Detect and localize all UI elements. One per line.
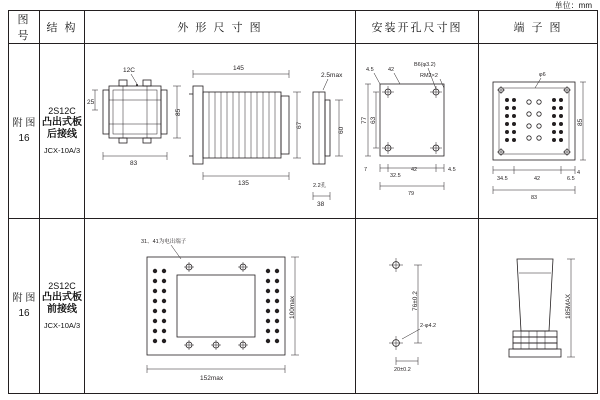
svg-text:2.2孔: 2.2孔 [313,183,327,189]
svg-text:152max: 152max [200,375,224,382]
table-row [9,219,598,394]
row2-code: JCX-10A/3 [43,321,81,330]
svg-text:60: 60 [338,126,345,134]
row1-outline-figure [85,44,356,219]
row2-name: 凸出式板前接线 [42,292,82,315]
svg-text:4: 4 [577,170,581,176]
row1-model: 2S12C [48,106,76,116]
svg-text:20±0.2: 20±0.2 [394,367,411,373]
row1-terminal-svg [479,44,597,216]
svg-text:32.5: 32.5 [390,173,401,179]
row1-terminal-figure [479,44,598,219]
row1-name: 凸出式板后接线 [42,117,82,140]
row1-fig-no: 附 图 16 [9,44,40,219]
row2-outline-svg [85,219,355,391]
svg-text:φ6: φ6 [539,72,546,78]
svg-text:77: 77 [361,116,368,124]
row2-terminal-svg [479,219,597,391]
svg-text:135: 135 [238,180,249,187]
svg-text:185MAX: 185MAX [565,294,572,319]
svg-text:79: 79 [408,191,415,197]
row1-code: JCX-10A/3 [43,146,81,155]
svg-text:7: 7 [364,167,368,173]
svg-text:42: 42 [411,167,418,173]
svg-text:2.5max: 2.5max [321,72,343,79]
row2-terminal-figure [479,219,598,394]
svg-text:42: 42 [388,67,395,73]
row2-note: 31、41为电出端子 [141,239,187,245]
svg-text:76±0.2: 76±0.2 [412,291,419,311]
svg-text:100max: 100max [289,295,296,319]
svg-text:4.5: 4.5 [448,167,456,173]
header-mounting: 安装开孔尺寸图 [356,11,479,44]
svg-text:42: 42 [534,176,541,182]
header-outline: 外 形 尺 寸 图 [85,11,356,44]
svg-text:83: 83 [130,160,138,167]
svg-text:85: 85 [577,118,584,126]
row2-structure [40,219,85,394]
svg-text:2-φ4.2: 2-φ4.2 [420,323,437,329]
svg-text:85: 85 [175,108,182,116]
header-terminal: 端 子 图 [479,11,598,44]
row2-fig-no: 附 图 16 [9,219,40,394]
svg-text:38: 38 [317,201,325,208]
row2-outline-figure [85,219,356,394]
svg-text:83: 83 [531,195,538,201]
unit-label: 单位：mm [554,1,592,10]
row2-mounting-svg [356,219,478,391]
svg-text:RM2×2: RM2×2 [420,73,438,79]
header-structure: 结 构 [40,11,85,44]
svg-text:4.5: 4.5 [366,67,374,73]
row1-outline-svg [85,44,355,216]
spec-table [8,10,598,394]
row1-structure [40,44,85,219]
svg-text:145: 145 [233,65,244,72]
svg-text:6.5: 6.5 [567,176,575,182]
svg-text:34.5: 34.5 [497,176,508,182]
table-row [9,44,598,219]
svg-text:25: 25 [87,99,95,106]
row1-mounting-figure [356,44,479,219]
svg-text:67: 67 [296,121,303,129]
table-header-row [9,11,598,44]
svg-text:63: 63 [370,116,377,124]
row1-mounting-svg [356,44,478,216]
row2-model: 2S12C [48,281,76,291]
svg-text:B6(φ3.2): B6(φ3.2) [414,62,436,68]
row2-mounting-figure [356,219,479,394]
svg-text:12C: 12C [123,67,135,74]
header-fig-no: 图 号 [9,11,40,44]
